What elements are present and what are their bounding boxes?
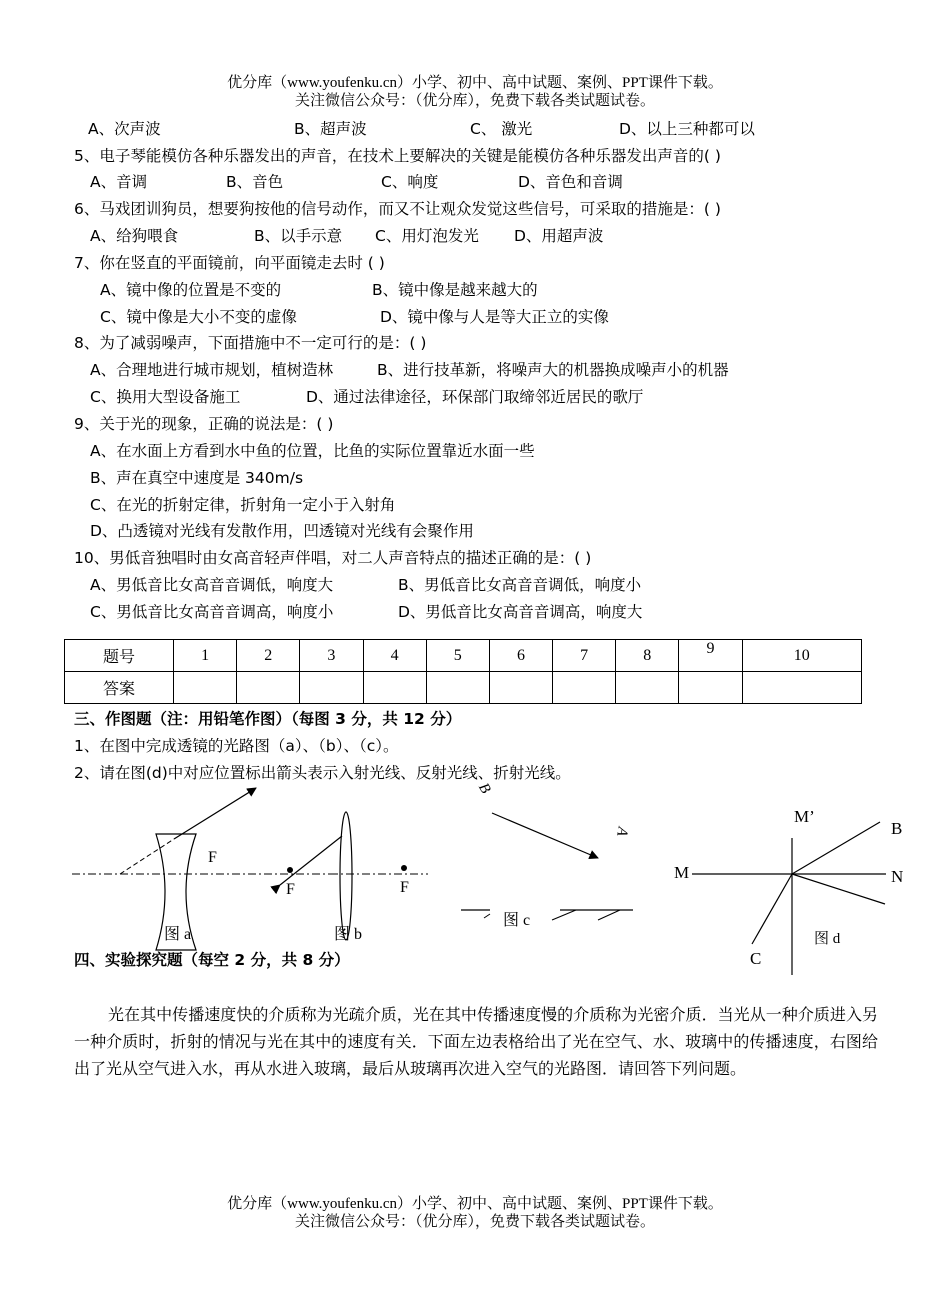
figure-b-caption: 图 b: [334, 926, 363, 943]
table-label-number: 题号: [65, 640, 174, 672]
section3-item-1: 1、在图中完成透镜的光路图（a）、（b）、（c）。: [74, 737, 399, 755]
q10-option-a: A、男低音比女高音音调低，响度大: [90, 576, 334, 594]
figure-c-label-a: A: [613, 825, 631, 838]
footer-line-2: 关注微信公众号：（优分库），免费下载各类试题试卷。: [294, 1214, 655, 1230]
figure-d-caption: 图 d: [814, 931, 841, 947]
figure-b-focus-right: F: [400, 879, 409, 896]
q5-option-c: C、响度: [381, 173, 439, 191]
q6-option-d: D、用超声波: [514, 227, 604, 245]
answer-cell[interactable]: [300, 672, 363, 704]
answer-cell[interactable]: [174, 672, 237, 704]
answer-cell[interactable]: [237, 672, 300, 704]
q8-option-c: C、换用大型设备施工: [90, 388, 241, 406]
section3-title: 三、作图题（注：用铅笔作图）（每图 3 分，共 12 分）: [74, 710, 462, 728]
table-label-answer: 答案: [65, 672, 174, 704]
q9-stem: 9、关于光的现象，正确的说法是：( ): [74, 415, 334, 433]
table-number: 5: [426, 640, 489, 672]
figure-d-label-m: M: [674, 863, 690, 882]
figure-c: [461, 781, 633, 929]
q10-stem: 10、男低音独唱时由女高音轻声伴唱，对二人声音特点的描述正确的是：( ): [74, 549, 592, 567]
figure-d-label-c: C: [750, 949, 762, 968]
answer-cell[interactable]: [363, 672, 426, 704]
answer-table-number-row: [65, 640, 862, 672]
q9-option-c: C、在光的折射定律，折射角一定小于入射角: [90, 496, 396, 514]
answer-cell[interactable]: [489, 672, 552, 704]
figure-d-label-b: B: [891, 819, 903, 838]
q4-option-a: A、次声波: [88, 120, 161, 138]
q6-option-b: B、以手示意: [254, 227, 343, 245]
q8-stem: 8、为了减弱噪声，下面措施中不一定可行的是：( ): [74, 334, 427, 352]
q4-option-b: B、超声波: [294, 120, 367, 138]
section4-paragraph: 光在其中传播速度快的介质称为光疏介质，光在其中传播速度慢的介质称为光密介质．当光从一种介质进入另一种介质时，折射的情况与光在其中的速度有关．下面左边表格给出了光在空气、水、玻璃中的传播速度，右图给出了光从空气进入水，再从水进入玻璃，最后从玻璃再次进入空气的光路图．请回答下列问题。: [74, 1007, 878, 1078]
q5-stem: 5、电子琴能模仿各种乐器发出的声音，在技术上要解决的关键是能模仿各种乐器发出声音的( ): [74, 147, 721, 165]
figure-b-focus-left: F: [286, 881, 295, 898]
q7-option-a: A、镜中像的位置是不变的: [100, 281, 282, 299]
q7-option-d: D、镜中像与人是等大正立的实像: [380, 308, 609, 326]
figure-a-caption: 图 a: [164, 926, 192, 943]
answer-cell[interactable]: [742, 672, 861, 704]
q9-option-d: D、凸透镜对光线有发散作用，凹透镜对光线有会聚作用: [90, 522, 474, 540]
figure-d-label-m-prime: M’: [794, 807, 815, 826]
q6-option-a: A、给狗喂食: [90, 227, 179, 245]
table-number: 10: [742, 640, 861, 672]
q7-option-b: B、镜中像是越来越大的: [372, 281, 538, 299]
answer-cell[interactable]: [679, 672, 742, 704]
figure-c-label-b: B: [475, 780, 494, 797]
q10-option-b: B、男低音比女高音音调低，响度小: [398, 576, 642, 594]
section4-title: 四、实验探究题（每空 2 分，共 8 分）: [74, 951, 350, 969]
answer-table-answer-row: [65, 672, 862, 704]
q9-option-a: A、在水面上方看到水中鱼的位置，比鱼的实际位置靠近水面一些: [90, 442, 535, 460]
header-line-2: 关注微信公众号：（优分库），免费下载各类试题试卷。: [294, 93, 655, 109]
figure-d: [674, 807, 903, 975]
q8-option-a: A、合理地进行城市规划，植树造林: [90, 361, 334, 379]
q7-option-c: C、镜中像是大小不变的虚像: [100, 308, 297, 326]
q10-option-d: D、男低音比女高音音调高，响度大: [398, 603, 643, 621]
q7-stem: 7、你在竖直的平面镜前，向平面镜走去时 ( ): [74, 254, 385, 272]
table-number: 1: [174, 640, 237, 672]
table-number: 6: [489, 640, 552, 672]
figure-d-label-n: N: [891, 867, 904, 886]
q10-option-c: C、男低音比女高音音调高，响度小: [90, 603, 334, 621]
table-number: 9: [679, 640, 742, 672]
q8-option-d: D、通过法律途径，环保部门取缔邻近居民的歌厅: [306, 388, 644, 406]
q4-option-d: D、以上三种都可以: [619, 120, 755, 138]
q9-option-b: B、声在真空中速度是 340m/s: [90, 469, 304, 487]
q5-option-a: A、音调: [90, 173, 148, 191]
answer-cell[interactable]: [553, 672, 616, 704]
q8-option-b: B、进行技革新，将噪声大的机器换成噪声小的机器: [377, 361, 729, 379]
answer-cell[interactable]: [616, 672, 679, 704]
q6-stem: 6、马戏团训狗员，想要狗按他的信号动作，而又不让观众发觉这些信号，可采取的措施是：( ): [74, 200, 721, 218]
header-line-1: 优分库（www.youfenku.cn）小学、初中、高中试题、案例、PPT课件下载。: [227, 75, 723, 91]
footer-line-1: 优分库（www.youfenku.cn）小学、初中、高中试题、案例、PPT课件下载。: [227, 1196, 723, 1212]
answer-table: [64, 639, 862, 704]
table-number: 7: [553, 640, 616, 672]
q4-option-c: C、 激光: [470, 120, 533, 138]
table-number: 8: [616, 640, 679, 672]
table-number: 3: [300, 640, 363, 672]
figure-c-caption: 图 c: [503, 912, 531, 929]
q5-option-d: D、音色和音调: [518, 173, 623, 191]
answer-cell[interactable]: [426, 672, 489, 704]
figure-a-focus-label: F: [208, 849, 217, 866]
table-number: 4: [363, 640, 426, 672]
table-number: 2: [237, 640, 300, 672]
q6-option-c: C、用灯泡发光: [375, 227, 479, 245]
figure-b: [280, 812, 428, 943]
section3-item-2: 2、请在图(d)中对应位置标出箭头表示入射光线、反射光线、折射光线。: [74, 764, 571, 782]
q5-option-b: B、音色: [226, 173, 284, 191]
